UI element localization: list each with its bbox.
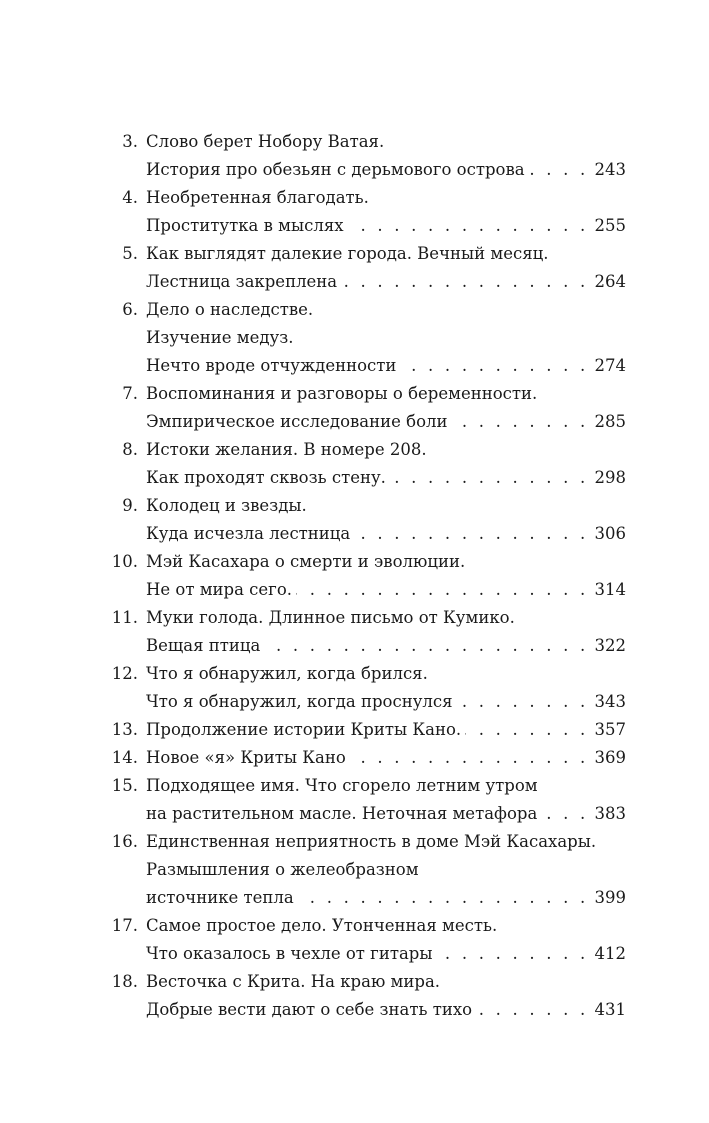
toc-entry-number: 13.	[111, 720, 138, 739]
toc-line	[0, 688, 709, 716]
toc-entry-title: Что я обнаружил, когда проснулся	[146, 692, 453, 711]
toc-entry-title: Муки голода. Длинное письмо от Кумико.	[146, 608, 515, 627]
toc-entry-number: 9.	[122, 496, 138, 515]
toc-line	[0, 912, 709, 940]
toc-page-number: 369	[594, 748, 626, 767]
toc-entry-title: Единственная неприятность в доме Мэй Касахары.	[146, 832, 597, 851]
toc-entry-title: Что оказалось в чехле от гитары	[146, 944, 433, 963]
toc-entry-leader-line	[146, 156, 626, 184]
toc-line	[0, 492, 709, 520]
toc-line	[0, 576, 709, 604]
toc-entry-leader-line	[146, 800, 626, 828]
toc-line	[0, 240, 709, 268]
dot-leader	[296, 576, 588, 604]
toc-entry-leader-line	[146, 744, 626, 772]
toc-page-number: 274	[594, 356, 626, 375]
dot-leader	[436, 940, 588, 968]
toc-entry-title: Изучение медуз.	[146, 328, 294, 347]
toc-line	[0, 380, 709, 408]
toc-entry-leader-line	[146, 268, 626, 296]
toc-entry-title: Куда исчезла лестница	[146, 524, 351, 543]
toc-page-number: 264	[594, 272, 626, 291]
dot-leader	[264, 632, 588, 660]
toc-line	[0, 268, 709, 296]
toc-line	[0, 800, 709, 828]
toc-entry-title: Дело о наследстве.	[146, 300, 314, 319]
toc-entry-title: Размышления о желеобразном	[146, 860, 419, 879]
dot-leader	[529, 156, 589, 184]
dot-leader	[348, 212, 589, 240]
toc-entry-title: Весточка с Крита. На краю мира.	[146, 972, 441, 991]
toc-entry-title: Новое «я» Криты Кано	[146, 748, 346, 767]
dot-leader	[476, 996, 588, 1024]
dot-leader	[400, 352, 588, 380]
toc-entry-number: 8.	[122, 440, 138, 459]
toc-entry-leader-line	[146, 884, 626, 912]
toc-line	[0, 772, 709, 800]
toc-page-number: 255	[594, 216, 626, 235]
toc-line	[0, 212, 709, 240]
toc-entry-title: на растительном масле. Неточная метафора	[146, 804, 538, 823]
toc-line	[0, 660, 709, 688]
toc-entry-leader-line	[146, 212, 626, 240]
toc-line	[0, 156, 709, 184]
toc-line	[0, 996, 709, 1024]
toc-entry-number: 5.	[122, 244, 138, 263]
toc-entry-number: 6.	[122, 300, 138, 319]
toc-entry-title: Необретенная благодать.	[146, 188, 369, 207]
toc-entry-leader-line	[146, 352, 626, 380]
dot-leader	[298, 884, 589, 912]
toc-entry-title: Проститутка в мыслях	[146, 216, 344, 235]
toc-entry-title: Воспоминания и разговоры о беременности.	[146, 384, 538, 403]
dot-leader	[390, 464, 589, 492]
toc-entry-leader-line	[146, 408, 626, 436]
toc-entry-title: источнике тепла	[146, 888, 294, 907]
toc-line	[0, 716, 709, 744]
toc-entry-number: 14.	[111, 748, 138, 767]
dot-leader	[465, 716, 588, 744]
toc-page-number: 357	[594, 720, 626, 739]
dot-leader	[354, 520, 588, 548]
toc-page-number: 243	[594, 160, 626, 179]
toc-entry-number: 10.	[111, 552, 138, 571]
toc-entry-leader-line	[146, 576, 626, 604]
toc-page-number: 314	[594, 580, 626, 599]
toc-line	[0, 856, 709, 884]
toc-line	[0, 296, 709, 324]
toc-entry-title: Мэй Касахара о смерти и эволюции.	[146, 552, 466, 571]
toc-entry-title: Добрые вести дают о себе знать тихо	[146, 1000, 473, 1019]
toc-line	[0, 184, 709, 212]
toc-entry-title: Подходящее имя. Что сгорело летним утром	[146, 776, 538, 795]
toc-line	[0, 128, 709, 156]
toc-entry-title: Не от мира сего.	[146, 580, 293, 599]
toc-line	[0, 968, 709, 996]
toc-entry-title: Эмпирическое исследование боли	[146, 412, 448, 431]
toc-page-number: 383	[594, 804, 626, 823]
toc-line	[0, 464, 709, 492]
toc-line	[0, 632, 709, 660]
toc-line	[0, 324, 709, 352]
toc-entry-title: Как проходят сквозь стену.	[146, 468, 386, 487]
toc-entry-title: Как выглядят далекие города. Вечный месяц.	[146, 244, 549, 263]
toc-entry-title: Что я обнаружил, когда брился.	[146, 664, 428, 683]
toc-page-number: 399	[594, 888, 626, 907]
toc-entry-title: Продолжение истории Криты Кано.	[146, 720, 462, 739]
toc-line	[0, 408, 709, 436]
dot-leader	[457, 688, 589, 716]
toc-entry-number: 16.	[111, 832, 138, 851]
toc-entry-leader-line	[146, 940, 626, 968]
toc-entry-leader-line	[146, 688, 626, 716]
toc-entry-leader-line	[146, 716, 626, 744]
toc-entry-number: 7.	[122, 384, 138, 403]
toc-page-number: 343	[594, 692, 626, 711]
toc-entry-title: Самое простое дело. Утонченная месть.	[146, 916, 498, 935]
toc-entry-title: Нечто вроде отчужденности	[146, 356, 397, 375]
toc-entry-title: Лестница закреплена	[146, 272, 338, 291]
toc-entry-number: 11.	[111, 608, 138, 627]
toc-line	[0, 604, 709, 632]
toc-entry-number: 3.	[122, 132, 138, 151]
toc-page-number: 285	[594, 412, 626, 431]
toc-entry-leader-line	[146, 632, 626, 660]
toc-entry-leader-line	[146, 996, 626, 1024]
dot-leader	[341, 268, 588, 296]
toc-entry-title: Вещая птица	[146, 636, 261, 655]
toc-entry-title: Истоки желания. В номере 208.	[146, 440, 427, 459]
toc-line	[0, 352, 709, 380]
toc-line	[0, 744, 709, 772]
toc-line	[0, 940, 709, 968]
toc-line	[0, 436, 709, 464]
toc-entry-title: Слово берет Нобору Ватая.	[146, 132, 385, 151]
table-of-contents	[0, 128, 709, 1024]
toc-page-number: 322	[594, 636, 626, 655]
dot-leader	[541, 800, 588, 828]
toc-page-number: 298	[594, 468, 626, 487]
toc-line	[0, 520, 709, 548]
toc-entry-title: Колодец и звезды.	[146, 496, 307, 515]
toc-entry-leader-line	[146, 520, 626, 548]
toc-entry-number: 17.	[111, 916, 138, 935]
toc-entry-leader-line	[146, 464, 626, 492]
toc-line	[0, 828, 709, 856]
toc-entry-number: 12.	[111, 664, 138, 683]
toc-entry-title: История про обезьян с дерьмового острова	[146, 160, 525, 179]
toc-line	[0, 548, 709, 576]
dot-leader	[451, 408, 588, 436]
dot-leader	[350, 744, 589, 772]
toc-page-number: 412	[594, 944, 626, 963]
toc-page-number: 306	[594, 524, 626, 543]
toc-line	[0, 884, 709, 912]
toc-entry-number: 18.	[111, 972, 138, 991]
toc-page-number: 431	[594, 1000, 626, 1019]
toc-entry-number: 4.	[122, 188, 138, 207]
toc-entry-number: 15.	[111, 776, 138, 795]
